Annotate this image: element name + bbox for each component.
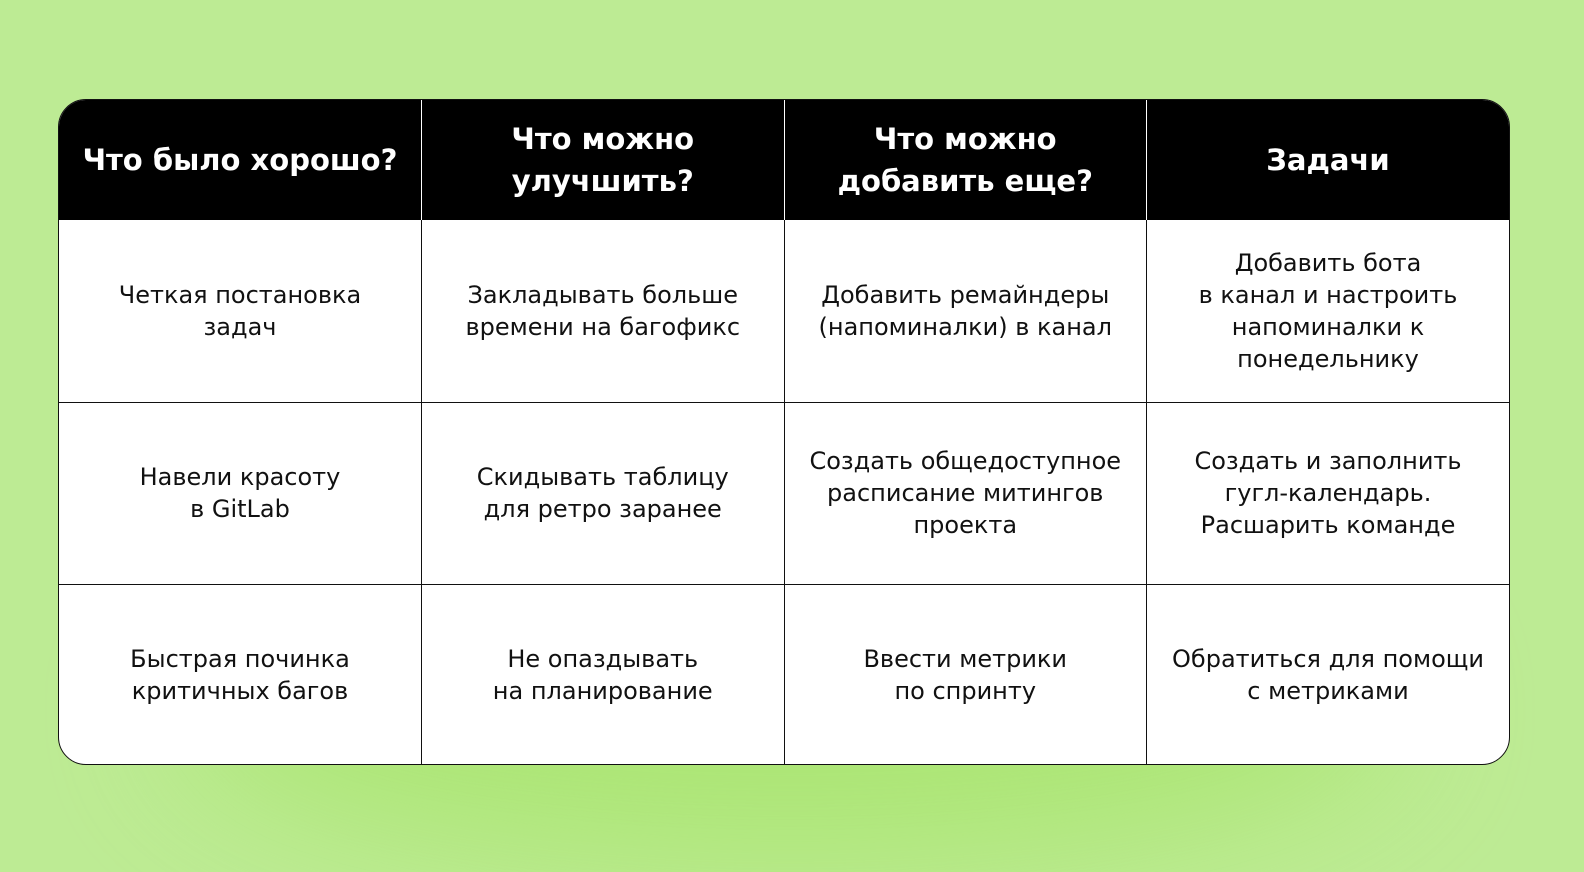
table-cell: Обратиться для помощи с метриками (1147, 584, 1510, 765)
table-cell: Ввести метрики по спринту (784, 584, 1147, 765)
table-cell: Навели красоту в GitLab (59, 402, 422, 584)
header-row (59, 100, 1509, 220)
table-cell: Создать и заполнить гугл-календарь. Расшарить команде (1147, 402, 1510, 584)
header-add-more: Что можно добавить еще? (784, 100, 1147, 220)
table-cell: Создать общедоступное расписание митингов проекта (784, 402, 1147, 584)
table-cell: Закладывать больше времени на багофикс (422, 220, 785, 402)
table-row (59, 584, 1509, 765)
header-went-well: Что было хорошо? (59, 100, 422, 220)
header-improve: Что можно улучшить? (422, 100, 785, 220)
retro-table-card (58, 99, 1510, 765)
table-row (59, 402, 1509, 584)
table-cell: Не опаздывать на планирование (422, 584, 785, 765)
table-cell: Скидывать таблицу для ретро заранее (422, 402, 785, 584)
table-row (59, 220, 1509, 402)
table-cell: Добавить бота в канал и настроить напоминалки к понедельнику (1198, 248, 1458, 373)
table-cell: Четкая постановка задач (59, 220, 422, 402)
retro-table (59, 100, 1509, 765)
header-tasks: Задачи (1147, 100, 1510, 220)
table-cell: Добавить ремайндеры (напоминалки) в канал (784, 220, 1147, 402)
table-cell: Быстрая починка критичных багов (59, 584, 422, 765)
